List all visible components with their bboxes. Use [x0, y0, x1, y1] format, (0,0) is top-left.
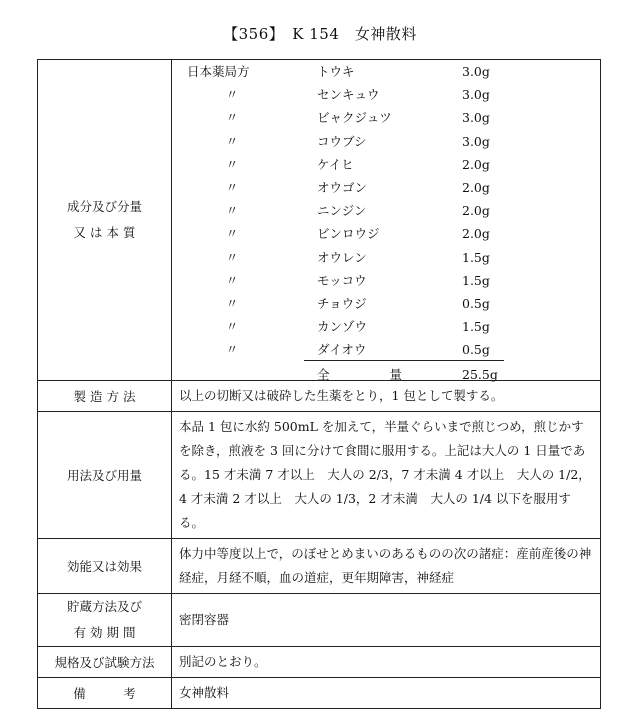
- ingredient-row: [172, 155, 600, 175]
- ingredient-name: センキュウ: [317, 87, 380, 103]
- dosage-row: [38, 412, 601, 539]
- ingredient-row: [172, 294, 600, 314]
- ingredient-amount: 3.0g: [462, 110, 490, 126]
- subtotal-rule: [304, 360, 504, 361]
- total-amount: 25.5g: [462, 366, 498, 382]
- ingredient-name: トウキ: [317, 64, 355, 79]
- ingredient-amount: 3.0g: [462, 64, 490, 79]
- ingredient-source: 〃: [225, 226, 239, 242]
- storage-label-line2: 有 効 期 間: [73, 625, 136, 640]
- ingredient-source: 〃: [225, 272, 239, 288]
- ingredient-source: 〃: [225, 249, 239, 265]
- ingredient-amount: 3.0g: [462, 87, 490, 103]
- ingredient-amount: 3.0g: [462, 133, 490, 149]
- total-row: [172, 365, 600, 385]
- ingredient-source: 〃: [225, 133, 239, 149]
- ingredient-source: 〃: [225, 203, 239, 219]
- dosage-label: 用法及び用量: [38, 412, 172, 539]
- efficacy-label: 効能又は効果: [38, 539, 172, 594]
- dosage-text: 本品 1 包に水約 500mL を加えて，半量ぐらいまで煎じつめ，煎じかすを除き，煎液を 3 回に分けて食間に服用する。上記は大人の 1 日量である。15 才未満 7 才以上 大人の 2/3，7 才未満 4 才以上 大人の 1/2，4 才未満 2 才以上 大人の 1/3，2 才未満 大人の 1/4 以下を服用する。: [172, 412, 601, 539]
- composition-label-line1: 成分及び分量: [66, 199, 142, 214]
- ingredient-amount: 1.5g: [462, 319, 490, 335]
- manufacturing-label: 製 造 方 法: [38, 381, 172, 412]
- ingredient-name: ニンジン: [317, 203, 367, 219]
- document-title: 【356】 K 154 女神散料: [223, 25, 417, 43]
- ingredient-row: [172, 224, 600, 244]
- ingredient-source: 〃: [225, 87, 239, 103]
- ingredient-row: [172, 271, 600, 291]
- ingredient-row: [172, 85, 600, 105]
- ingredient-source: 〃: [225, 110, 239, 126]
- ingredient-amount: 1.5g: [462, 272, 490, 288]
- ingredient-amount: 2.0g: [462, 203, 490, 219]
- monograph-table: [37, 59, 601, 709]
- standards-label: 規格及び試験方法: [38, 647, 172, 678]
- efficacy-text: 体力中等度以上で，のぼせとめまいのあるものの次の諸症：産前産後の神経症，月経不順，血の道症，更年期障害，神経症: [172, 539, 601, 594]
- storage-label-line1: 貯蔵方法及び: [66, 599, 142, 614]
- ingredient-source: 〃: [225, 156, 239, 172]
- ingredient-amount: 0.5g: [462, 342, 490, 358]
- ingredient-row: [172, 62, 600, 82]
- ingredient-name: カンゾウ: [317, 319, 368, 335]
- composition-label-line2: 又 は 本 質: [73, 225, 136, 240]
- manufacturing-row: [38, 381, 601, 412]
- ingredient-amount: 0.5g: [462, 296, 490, 311]
- remarks-label: 備 考: [38, 678, 172, 709]
- standards-row: [38, 647, 601, 678]
- total-label: 全 量: [317, 366, 430, 382]
- composition-label: [38, 60, 172, 381]
- composition-row: [38, 60, 601, 381]
- storage-row: [38, 594, 601, 647]
- ingredient-source: 日本薬局方: [187, 64, 250, 79]
- ingredient-amount: 2.0g: [462, 180, 490, 195]
- remarks-row: [38, 678, 601, 709]
- ingredient-row: [172, 248, 600, 268]
- storage-label: [38, 594, 172, 647]
- ingredient-source: 〃: [225, 180, 239, 195]
- ingredient-source: 〃: [225, 319, 239, 335]
- ingredient-amount: 1.5g: [462, 249, 490, 265]
- ingredient-name: オウレン: [317, 249, 367, 265]
- ingredient-row: [172, 340, 600, 360]
- ingredient-name: コウブシ: [317, 133, 367, 149]
- ingredient-amount: 2.0g: [462, 156, 490, 172]
- ingredient-amount: 2.0g: [462, 226, 490, 242]
- ingredient-name: オウゴン: [317, 180, 368, 195]
- ingredient-name: チョウジ: [317, 296, 367, 311]
- standards-text: 別記のとおり。: [172, 647, 601, 678]
- manufacturing-text: 以上の切断又は破砕した生薬をとり，1 包として製する。: [172, 381, 601, 412]
- ingredient-name: ビンロウジ: [317, 226, 380, 242]
- efficacy-row: [38, 539, 601, 594]
- remarks-text: 女神散料: [172, 678, 601, 709]
- composition-cell: [172, 60, 601, 381]
- ingredient-name: ビャクジュツ: [317, 110, 392, 126]
- ingredient-row: [172, 178, 600, 198]
- ingredient-row: [172, 108, 600, 128]
- storage-text: 密閉容器: [172, 594, 601, 647]
- ingredient-row: [172, 132, 600, 152]
- ingredient-name: ダイオウ: [317, 342, 367, 358]
- ingredient-name: モッコウ: [317, 272, 367, 288]
- ingredient-source: 〃: [225, 296, 239, 311]
- ingredient-name: ケイヒ: [317, 156, 354, 172]
- ingredient-row: [172, 317, 600, 337]
- composition-list: [172, 60, 600, 380]
- ingredient-source: 〃: [225, 342, 239, 358]
- ingredient-row: [172, 201, 600, 221]
